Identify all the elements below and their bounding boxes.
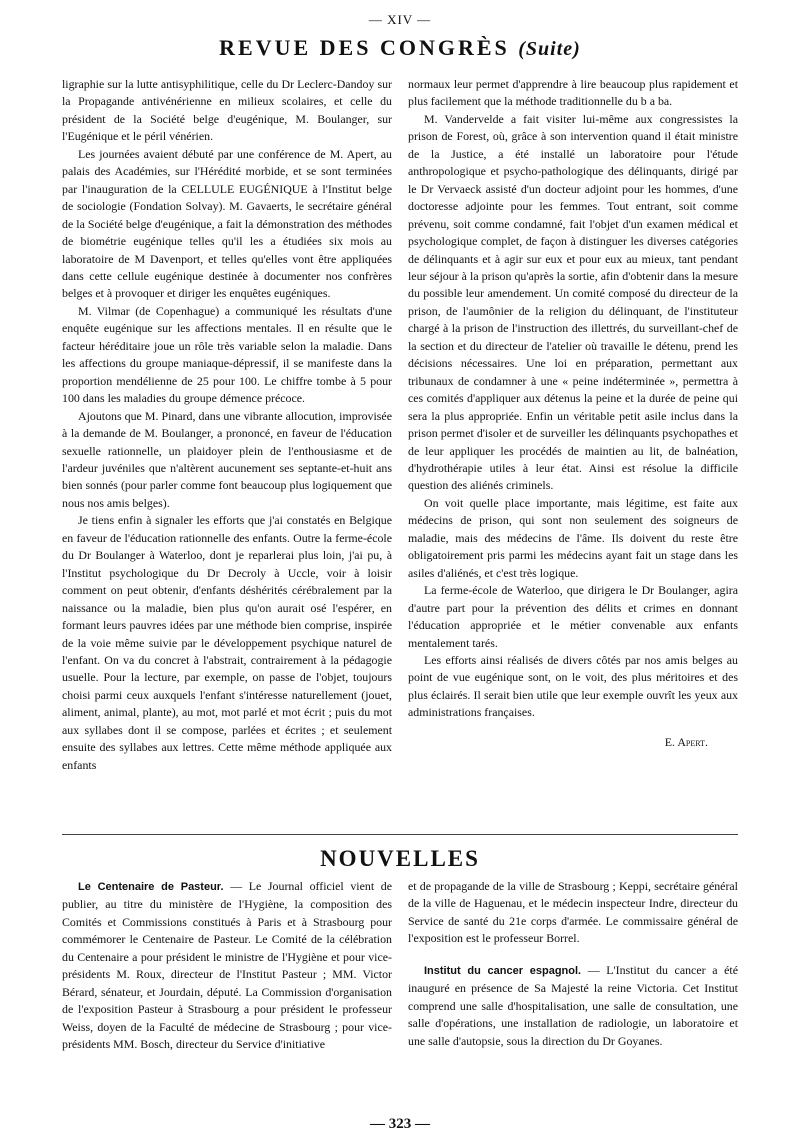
header-suite: (Suite) [518, 38, 581, 60]
bottom-page-number: — 323 — [370, 1116, 430, 1132]
section-divider [62, 834, 738, 835]
paragraph: Je tiens enfin à signaler les efforts que j'ai constatés en Belgique en faveur de l'éducation rationnelle des enfants. Outre la ferme-école du Dr Boulanger à Waterloo, dont je reparlerai plus loin, j'ai pu, à l'Institut psychologique du Dr Decroly à Uccle, voir à loisir comment on peut obtenir, d'enfants déshérités cérébralement par la naissance ou la maladie, bien plus qu'on aurait osé l'espérer, en formant leurs pauvres idées par une méthode bien comprise, inspirée de la voie même suivie par le développement psychique naturel de l'enfant. On va du concret à l'abstrait, contrairement à la pédagogie usuelle. Pour la lecture, par exemple, on passe de l'objet, toujours choisi parmi ceux auxquels l'enfant s'intéresse naturellement (jouet, aliment, animal, plante), au mot, mot parlé et mot écrit ; puis du mot aux syllabes dont il se compose, parlées et écrites ; et seulement ensuite des syllabes aux lettres. Cette même méthode appliquée aux enfants [62, 513, 392, 772]
paragraph: Les journées avaient débuté par une conférence de M. Apert, au palais des Académies, sur l'Hérédité morbide, et se sont terminées par l'inauguration de la CELLULE EUGÉNIQUE à l'Institut belge de sociologie (Fondation Solvay). M. Gavaerts, le secrétaire général de la Société belge d'eugénique, a fait la démonstration des méthodes de biométrie eugénique telles qu'il les a étudiées six mois au laboratoire de M Davenport, et telles qu'elles vont être appliquées dans cette cellule eugénique destinée à documenter nos confrères belges et à provoquer et diriger les enquêtes eugéniques. [62, 146, 392, 301]
paragraph: Ajoutons que M. Pinard, dans une vibrante allocution, improvisée à la demande de M. Boulanger, a prononcé, en faveur de l'éducation sexuelle rationnelle, un plaidoyer plein de l'enthousiasme et de l'ardeur juvéniles que n'altèrent aucunement ses septante-et-huit ans bien sonnés (pour parler comme font beaucoup plus logiquement que nous nos amis belges). [62, 408, 392, 510]
news-lead: Institut du cancer espagnol. [424, 964, 582, 977]
news-left-column [62, 872, 392, 1054]
paragraph: Les efforts ainsi réalisés de divers côtés par nos amis belges au point de vue eugénique sont, on le voit, des plus méritoires et des plus éclairés. Il serait bien utile que leur exemple ouvrît les yeux aux administrations françaises. [408, 652, 738, 720]
news-item-pasteur [62, 878, 392, 1054]
paragraph: normaux leur permet d'apprendre à lire beaucoup plus rapidement et plus facilement que la méthode traditionnelle du b a ba. [408, 77, 738, 109]
paragraph: M. Vilmar (de Copenhague) a communiqué les résultats d'une enquête eugénique sur les affections mentales. Il en résulte que le facteur héréditaire joue un rôle très variable selon la maladie. Dans les affections du groupe maniaque-dépressif, il se manifeste dans la proportion mendélienne de 25 pour 100. Le chiffre tombe à 5 pour 100 dans les maladies du groupe démence précoce. [62, 303, 392, 406]
top-page-number: — XIV — [368, 12, 432, 27]
author-signature: E. Apert. [664, 734, 708, 749]
right-column [408, 76, 738, 751]
paragraph: ligraphie sur la lutte antisyphilitique, celle du Dr Leclerc-Dandoy sur la Propagande antivénérienne en milieux scolaires, et celle du président de la Société belge d'eugénique, M. Boulanger, sur l'Eugénique et le péril vénérien. [62, 77, 392, 144]
news-body: — L'Institut du cancer a été inauguré en présence de Sa Majesté la reine Victoria. Cet Institut comprend une salle d'hospitalisation, une salle de consultation, une salle d'opérations, une installation de radiologie, un laboratoire et une salle d'autopsie, sous la direction du Dr Goyanes. [408, 962, 738, 1048]
news-continued: et de propagande de la ville de Strasbourg ; Keppi, secrétaire général de la ville de Haguenau, et le médecin inspecteur Indre, directeur du Service de santé du 21e corps d'armée. Le commissaire général de l'exposition est le professeur Borrel. [408, 879, 738, 946]
section-header [0, 35, 800, 61]
paragraph: M. Vandervelde a fait visiter lui-même aux congressistes la prison de Forest, où, grâce à son intervention quand il était ministre de la Justice, a été installé un laboratoire pour l'étude anthropologique et psycho-pathologique des délinquants, dirigé par le Dr Vervaeck assisté d'un docteur adjoint pour les hommes, d'une doctoresse adjointe pour les femmes. Tout entrant, soit comme prévenu, soit comme condamné, fait l'objet d'un examen médical et psychologique complet, de façon à distinguer les diverses catégories de délinquants et à agir sur eux et pour eux au mieux, tant pendant leur séjour à la prison qu'après la sortie, afin d'obtenir dans la mesure du possible leur amendement. Un comité composé du directeur de la prison, de l'aumônier de la religion du délinquant, de l'instituteur chargé à la prison de l'instruction des illettrés, du surveillant-chef de la section et du directeur de l'atelier où travaille le détenu, prend les décisions nécessaires. Une loi en préparation, permettant aux tribunaux de condamner à une « peine indéterminée », permettra à ces comités d'appliquer aux détenus la peine et la durée de peine qui sera la plus appropriée. Enfin un véritable petit asile inclus dans la prison permet d'isoler et de surveiller les délinquants psychopathes et de leur appliquer les procédés de maintien au lit, de balnéation, d'hydrothérapie utiles à leur état. Ainsi est résolue la difficile question des aliénés criminels. [408, 111, 738, 493]
spacer [408, 948, 738, 962]
news-right-column [408, 872, 738, 1050]
news-item-cancer [408, 962, 738, 1050]
news-body: — Le Journal officiel vient de publier, au titre du ministère de l'Hygiène, la composition des Comités et Commissions constitués à Paris et à Strasbourg pour commémorer le Centenaire de Pasteur. Le Comité de la célébration du Centenaire a pour président le ministre de l'Hygiène et pour vice-présidents M. Roux, directeur de l'Institut Pasteur ; MM. Victor Bérard, sénateur, et Jourdain, député. La Commission d'organisation de l'exposition Pasteur à Strasbourg a pour président le professeur Weiss, doyen de la Faculté de médecine de Strasbourg ; pour vice-présidents MM. Bosch, directeur du Service d'initiative [62, 879, 393, 1052]
left-column [62, 76, 392, 774]
paragraph: La ferme-école de Waterloo, que dirigera le Dr Boulanger, agira d'autre part pour la prévention des délits et crimes en donnant l'éducation appropriée et le métier convenable aux enfants mentalement tarés. [408, 583, 738, 650]
news-lead: Le Centenaire de Pasteur. [78, 881, 224, 893]
header-title: REVUE DES CONGRÈS [219, 35, 510, 60]
paragraph: On voit quelle place importante, mais légitime, est faite aux médecins de prison, qui sont non seulement des soigneurs de maladie, mais des médecins de l'âme. Ils doivent du reste être obligatoirement pris parmi les médecins ayant fait un stage dans les asiles d'aliénés, et c'est très logique. [408, 495, 738, 580]
nouvelles-heading: NOUVELLES [320, 846, 480, 871]
